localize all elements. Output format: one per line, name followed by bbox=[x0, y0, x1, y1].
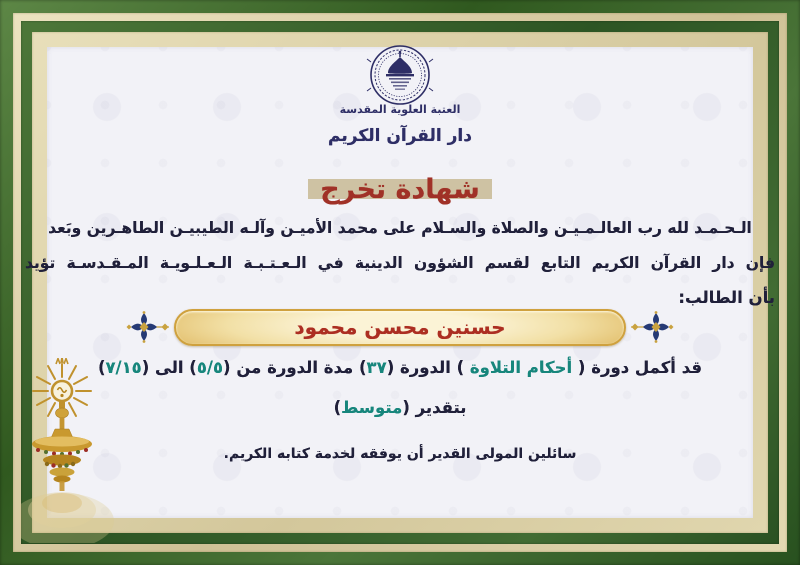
grade-value: متوسط bbox=[341, 398, 403, 417]
ornament-right-icon bbox=[125, 309, 171, 345]
course-text-1: قد أكمل دورة ( bbox=[572, 358, 703, 377]
dome-finial-illustration bbox=[20, 358, 140, 543]
student-name: حسنين محسن محمود bbox=[294, 315, 506, 339]
ornament-left-icon bbox=[629, 309, 675, 345]
closing-line: سائلين المولى القدير أن يوفقه لخدمة كتابه الكريم. bbox=[223, 446, 577, 462]
shrine-emblem-logo bbox=[0, 44, 800, 108]
grade-text-1: بتقدير ( bbox=[402, 398, 467, 417]
grade-text-2: ) bbox=[333, 398, 342, 417]
preamble-text: الـحـمـد لله رب العالـمـيـن والصلاة والسـلام على محمد الأميـن وآلـه الطيبيـن الطاهـرين وبَعد bbox=[48, 219, 752, 237]
course-text-4: ) الى ( bbox=[141, 358, 197, 377]
course-to-date: ٧/١٥ bbox=[105, 358, 142, 377]
student-label: بأن الطالب: bbox=[678, 288, 775, 307]
title-row bbox=[0, 174, 800, 205]
course-number: ٣٧ bbox=[366, 358, 387, 377]
emblem-seal-icon bbox=[325, 44, 475, 108]
course-from-date: ٥/٥ bbox=[196, 358, 224, 377]
certificate-title: شهادة تخرج bbox=[308, 174, 492, 205]
course-text-2: ) الدورة ( bbox=[386, 358, 470, 377]
student-name-row bbox=[0, 306, 800, 348]
body-text: فإن دار القرآن الكريم التابع لقسم الشؤون الدينية في الـعـتـبـة الـعـلـويـة المـقـدسـة تؤيد bbox=[25, 254, 775, 272]
course-text-3: ) مدة الدورة من ( bbox=[223, 358, 367, 377]
course-name: أحكام التلاوة bbox=[469, 358, 573, 377]
student-name-badge bbox=[174, 309, 626, 346]
course-text-5: ) bbox=[97, 358, 106, 377]
institution-name: دار القرآن الكريم bbox=[328, 126, 472, 146]
shrine-name: العتبة العلوية المقدسة bbox=[339, 103, 461, 116]
